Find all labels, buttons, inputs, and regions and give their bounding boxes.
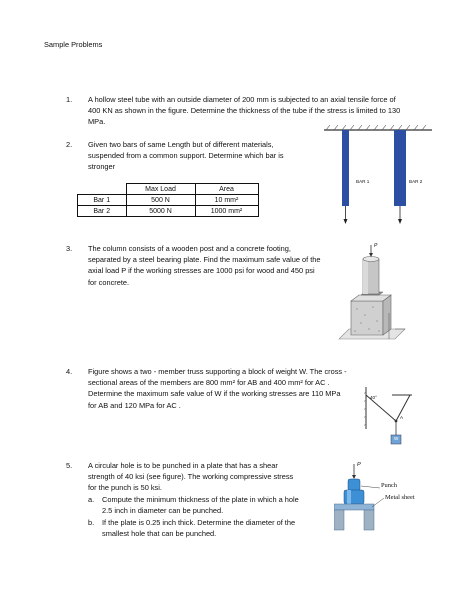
subitem-letter: b. (88, 518, 95, 527)
truss-figure (364, 385, 414, 450)
table-header-row (78, 184, 259, 195)
problem-1 (66, 94, 446, 128)
subitem-line: If the plate is 0.25 inch thick. Determine the diameter of the (102, 518, 296, 527)
problem-text (88, 94, 448, 128)
table-cell: 500 N (126, 195, 195, 206)
table-cell: Bar 1 (78, 195, 127, 206)
problem-4 (66, 366, 396, 412)
problem-line: for AB and 120 MPa for AC . (88, 400, 181, 410)
problem-number: 4. (66, 367, 73, 376)
load-table (77, 183, 259, 217)
load-p-label: P (374, 243, 378, 249)
problem-line: axial load P if the working stresses are 1000 psi for wood and 450 psi (88, 266, 315, 276)
table-cell: Bar 2 (78, 206, 127, 217)
problem-line: suspended from a common support. Determine which bar is (88, 151, 284, 161)
problem-line: separated by a steel bearing plate. Find the maximum safe value of the (88, 255, 321, 265)
problem-number: 3. (66, 244, 73, 253)
problem-line: Determine the maximum safe value of W if the working stresses are 110 MPa (88, 389, 341, 399)
problem-text (88, 243, 338, 288)
problem-text (88, 139, 318, 173)
punch-figure (334, 462, 438, 537)
problem-line: A circular hole is to be punched in a plate that has a shear (88, 461, 278, 470)
subitem-b (88, 517, 328, 540)
problem-line: for the punch is 50 ksi. (88, 483, 162, 493)
subitem-line: 2.5 inch in diameter can be punched. (102, 506, 224, 516)
table-header-cell (78, 184, 127, 195)
table-cell: 10 mm² (195, 195, 258, 206)
subitem-text (102, 517, 328, 539)
problem-number: 5. (66, 461, 73, 470)
metal-sheet-label: Metal sheet (385, 494, 415, 501)
table-header-cell: Max Load (126, 184, 195, 195)
problem-number: 1. (66, 95, 73, 104)
table-cell: 5000 N (126, 206, 195, 217)
joint-a-label: A (400, 415, 404, 420)
problem-line: MPa. (88, 117, 106, 127)
problem-line: Given two bars of same Length but of different materials, (88, 140, 274, 149)
problem-line: stronger (88, 162, 116, 172)
table-row (78, 206, 259, 217)
table-row (78, 195, 259, 206)
bar-2-label: BAR 2 (409, 179, 423, 184)
problem-5 (66, 460, 316, 494)
page-heading: Sample Problems (44, 40, 103, 49)
problem-line: for concrete. (88, 277, 130, 287)
column-footing-figure (337, 243, 407, 347)
problem-line: A hollow steel tube with an outside diameter of 200 mm is subjected to an axial tensile force of (88, 95, 396, 104)
problem-line: sectional areas of the members are 800 mm² for AB and 400 mm² for AC . (88, 378, 330, 388)
table-header-cell: Area (195, 184, 258, 195)
subitem-letter: a. (88, 495, 95, 504)
problem-line: strength of 40 ksi (see figure). The working compressive stress (88, 472, 294, 482)
problem-line: The column consists of a wooden post and a concrete footing, (88, 244, 291, 253)
two-bars-figure (322, 124, 434, 234)
problem-line: Figure shows a two - member truss supporting a block of weight W. The cross - (88, 367, 347, 376)
load-p-label: P (357, 462, 361, 468)
problem-number: 2. (66, 140, 73, 149)
table-cell: 1000 mm² (195, 206, 258, 217)
bar-1-label: BAR 1 (356, 179, 370, 184)
problem-2 (66, 139, 316, 173)
weight-w-label: W (394, 436, 399, 441)
problem-text (88, 366, 398, 411)
subitem-line: Compute the minimum thickness of the plate in which a hole (102, 495, 299, 504)
problem-text (88, 460, 318, 494)
subitem-text (102, 494, 328, 516)
problem-3 (66, 243, 336, 289)
problem-line: 400 KN as shown in the figure. Determine the thickness of the tube if the stress is limited to 130 (88, 106, 401, 116)
angle-label: 40° (370, 395, 377, 400)
subitem-a (88, 494, 328, 517)
punch-label: Punch (381, 482, 397, 489)
subitem-line: smallest hole that can be punched. (102, 529, 217, 539)
